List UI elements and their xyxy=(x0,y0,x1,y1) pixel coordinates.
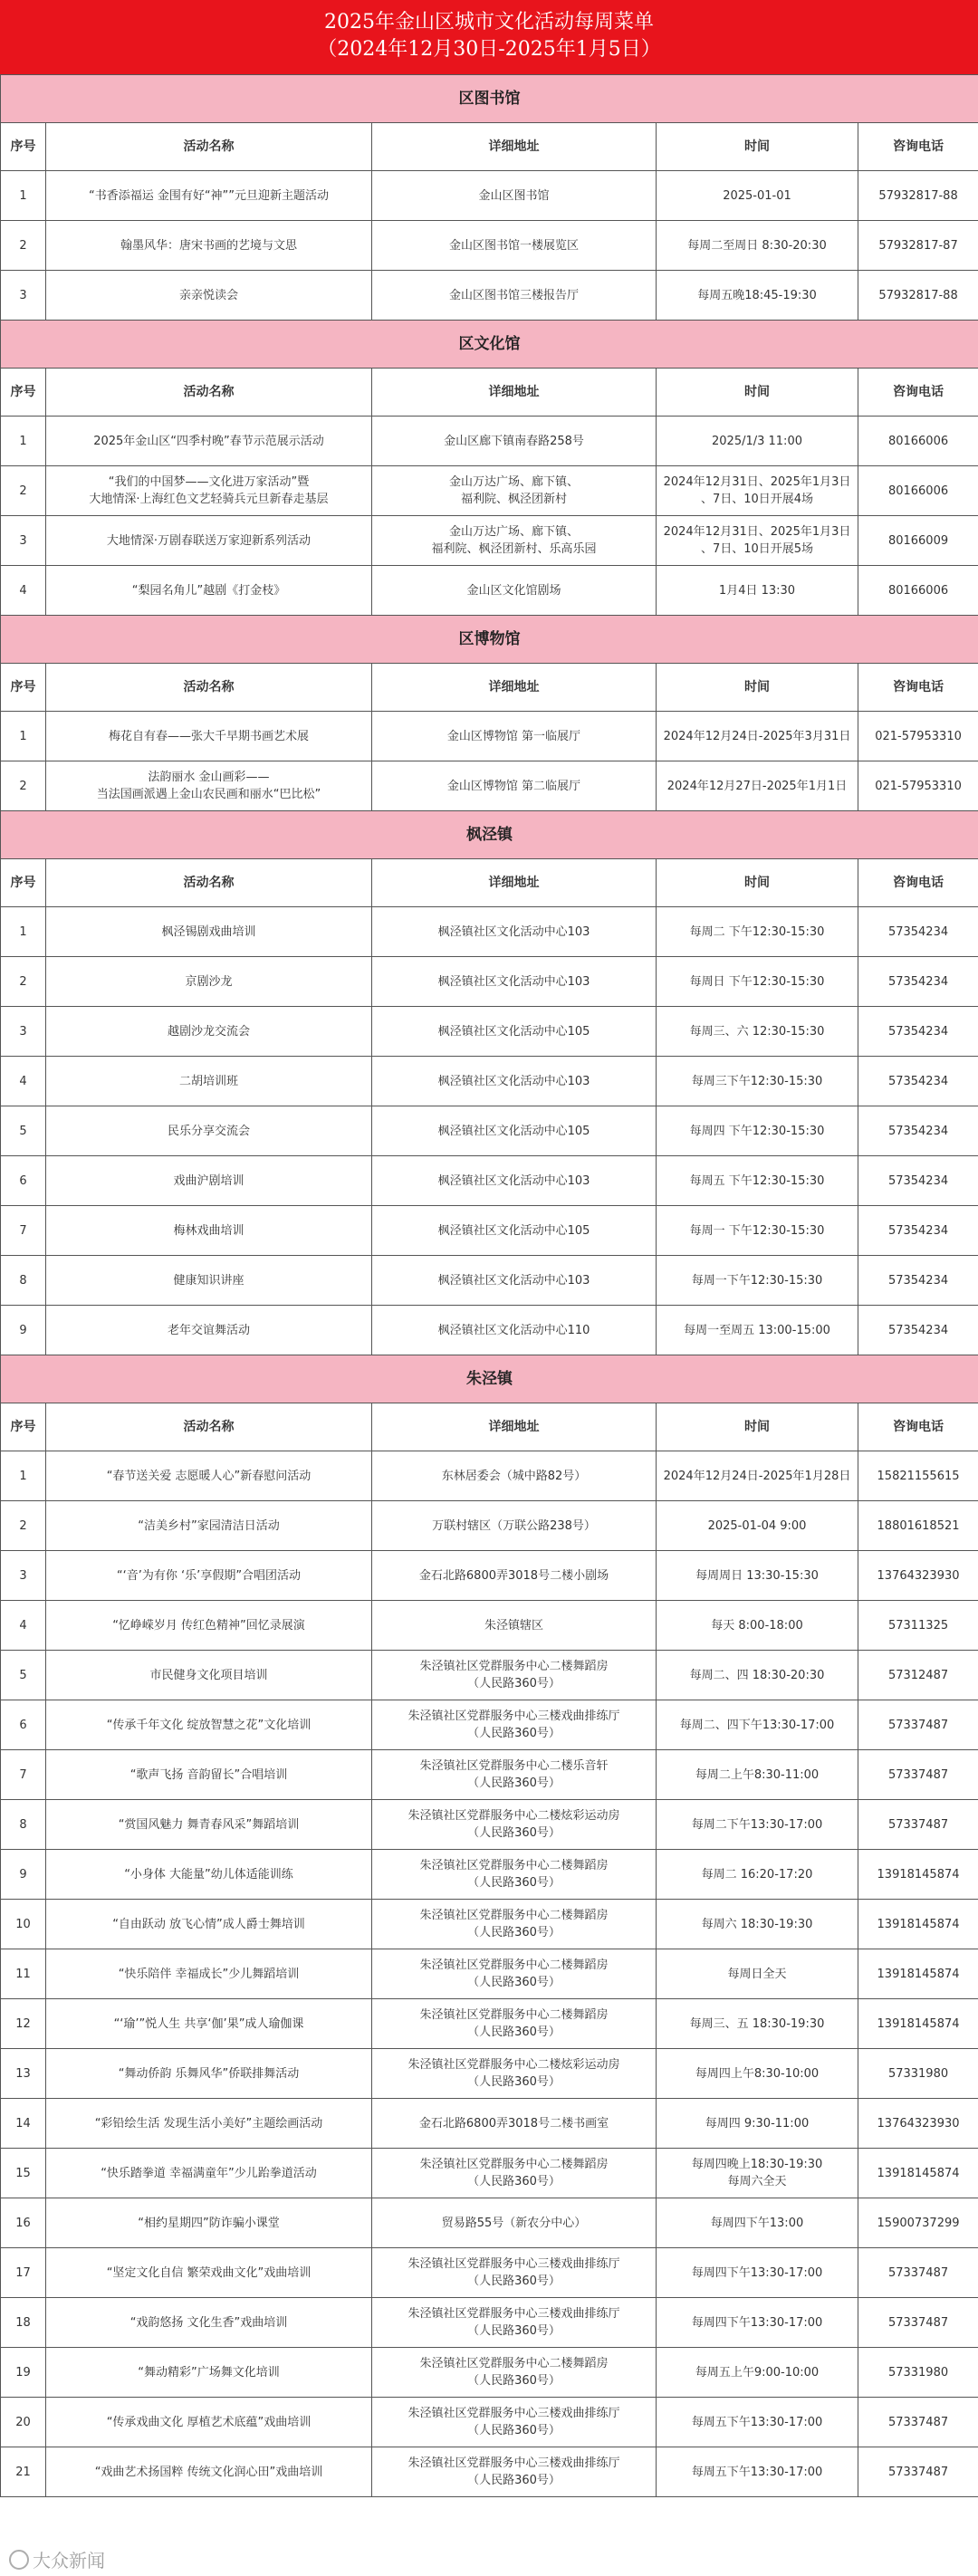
table-row xyxy=(1,221,978,271)
cell-row-index: 4 xyxy=(1,1057,46,1106)
cell-phone: 57354234 xyxy=(858,957,978,1007)
cell-phone: 57354234 xyxy=(858,1007,978,1057)
cell-activity-name: 亲亲悦读会 xyxy=(46,271,372,321)
cell-time: 每周三下午12:30-15:30 xyxy=(657,1057,858,1106)
cell-time: 每周一至周五 13:00-15:00 xyxy=(657,1306,858,1355)
cell-address: 朱泾镇社区党群服务中心二楼舞蹈房 （人民路360号） xyxy=(372,1900,657,1949)
cell-address: 枫泾镇社区文化活动中心105 xyxy=(372,1106,657,1156)
cell-time: 每周四 下午12:30-15:30 xyxy=(657,1106,858,1156)
cell-row-index: 5 xyxy=(1,1106,46,1156)
cell-phone: 80166009 xyxy=(858,516,978,566)
cell-time: 2025-01-04 9:00 xyxy=(657,1501,858,1551)
cell-phone: 80166006 xyxy=(858,566,978,616)
cell-phone: 57337487 xyxy=(858,1750,978,1800)
cell-phone: 13918145874 xyxy=(858,1999,978,2049)
column-header-address: 详细地址 xyxy=(372,664,657,712)
section-title: 区博物馆 xyxy=(1,616,978,664)
cell-address: 枫泾镇社区文化活动中心110 xyxy=(372,1306,657,1355)
cell-address: 枫泾镇社区文化活动中心105 xyxy=(372,1206,657,1256)
table-row xyxy=(1,516,978,566)
table-row xyxy=(1,1651,978,1700)
section-title: 枫泾镇 xyxy=(1,811,978,859)
cell-address: 枫泾镇社区文化活动中心103 xyxy=(372,1256,657,1306)
cell-phone: 57337487 xyxy=(858,2298,978,2348)
table-row xyxy=(1,2149,978,2198)
cell-row-index: 6 xyxy=(1,1700,46,1750)
cell-row-index: 2 xyxy=(1,761,46,811)
section-title: 区文化馆 xyxy=(1,321,978,369)
cell-time: 每周五 下午12:30-15:30 xyxy=(657,1156,858,1206)
cell-phone: 13918145874 xyxy=(858,1949,978,1999)
table-row xyxy=(1,2099,978,2149)
cell-row-index: 2 xyxy=(1,221,46,271)
cell-row-index: 1 xyxy=(1,1451,46,1501)
table-row xyxy=(1,1551,978,1601)
column-header-address: 详细地址 xyxy=(372,859,657,907)
cell-phone: 57337487 xyxy=(858,2248,978,2298)
table-row xyxy=(1,1800,978,1850)
cell-activity-name: “‘瑜’”悦人生 共享‘伽’果”成人瑜伽课 xyxy=(46,1999,372,2049)
page-header xyxy=(0,0,978,74)
cell-phone: 57354234 xyxy=(858,1206,978,1256)
page-title: 2025年金山区城市文化活动每周菜单 xyxy=(324,11,654,34)
cell-activity-name: “传承千年文化 绽放智慧之花”文化培训 xyxy=(46,1700,372,1750)
cell-phone: 80166006 xyxy=(858,417,978,466)
cell-time: 每周一下午12:30-15:30 xyxy=(657,1256,858,1306)
column-header-row xyxy=(1,664,978,712)
cell-time: 每周周日 13:30-15:30 xyxy=(657,1551,858,1601)
cell-address: 枫泾镇社区文化活动中心105 xyxy=(372,1007,657,1057)
table-row xyxy=(1,171,978,221)
column-header-activity-name: 活动名称 xyxy=(46,859,372,907)
column-header-phone: 咨询电话 xyxy=(858,369,978,417)
cell-time: 1月4日 13:30 xyxy=(657,566,858,616)
cell-row-index: 8 xyxy=(1,1256,46,1306)
column-header-phone: 咨询电话 xyxy=(858,859,978,907)
cell-activity-name: “小身体 大能量”幼儿体适能训练 xyxy=(46,1850,372,1900)
cell-row-index: 11 xyxy=(1,1949,46,1999)
cell-row-index: 4 xyxy=(1,1601,46,1651)
cell-row-index: 20 xyxy=(1,2398,46,2447)
cell-phone: 57354234 xyxy=(858,1306,978,1355)
cell-activity-name: “我们的中国梦——文化进万家活动”暨 大地情深·上海红色文艺轻骑兵元旦新春走基层 xyxy=(46,466,372,516)
column-header-row-index: 序号 xyxy=(1,859,46,907)
cell-row-index: 14 xyxy=(1,2099,46,2149)
cell-address: 金山万达广场、廊下镇、 福利院、枫泾团新村 xyxy=(372,466,657,516)
cell-phone: 57311325 xyxy=(858,1601,978,1651)
cell-phone: 57337487 xyxy=(858,2398,978,2447)
cell-phone: 57354234 xyxy=(858,1156,978,1206)
cell-address: 金石北路6800弄3018号二楼小剧场 xyxy=(372,1551,657,1601)
cell-phone: 13918145874 xyxy=(858,1900,978,1949)
cell-row-index: 1 xyxy=(1,417,46,466)
cell-activity-name: 梅林戏曲培训 xyxy=(46,1206,372,1256)
column-header-address: 详细地址 xyxy=(372,1403,657,1451)
cell-address: 万联村辖区（万联公路238号） xyxy=(372,1501,657,1551)
cell-activity-name: “自由跃动 放飞心情”成人爵士舞培训 xyxy=(46,1900,372,1949)
cell-time: 2024年12月27日-2025年1月1日 xyxy=(657,761,858,811)
cell-row-index: 3 xyxy=(1,1007,46,1057)
cell-address: 朱泾镇社区党群服务中心三楼戏曲排练厅 （人民路360号） xyxy=(372,2398,657,2447)
cell-address: 朱泾镇社区党群服务中心二楼舞蹈房 （人民路360号） xyxy=(372,2348,657,2398)
cell-time: 2024年12月31日、2025年1月3日 、7日、10日开展4场 xyxy=(657,466,858,516)
cell-activity-name: 翰墨风华：唐宋书画的艺境与文思 xyxy=(46,221,372,271)
cell-time: 每周二下午13:30-17:00 xyxy=(657,1800,858,1850)
cell-row-index: 7 xyxy=(1,1750,46,1800)
cell-activity-name: 民乐分享交流会 xyxy=(46,1106,372,1156)
cell-time: 每周二上午8:30-11:00 xyxy=(657,1750,858,1800)
column-header-phone: 咨询电话 xyxy=(858,664,978,712)
cell-time: 每周四下午13:30-17:00 xyxy=(657,2248,858,2298)
cell-phone: 15821155615 xyxy=(858,1451,978,1501)
table-row xyxy=(1,1451,978,1501)
cell-activity-name: “洁美乡村”家园清洁日活动 xyxy=(46,1501,372,1551)
cell-row-index: 4 xyxy=(1,566,46,616)
table-row xyxy=(1,466,978,516)
table-row xyxy=(1,2348,978,2398)
cell-activity-name: 大地情深·万剧春联送万家迎新系列活动 xyxy=(46,516,372,566)
cell-time: 每周二、四下午13:30-17:00 xyxy=(657,1700,858,1750)
activity-table xyxy=(0,74,978,2497)
cell-time: 2025-01-01 xyxy=(657,171,858,221)
cell-row-index: 1 xyxy=(1,171,46,221)
cell-time: 2024年12月31日、2025年1月3日 、7日、10日开展5场 xyxy=(657,516,858,566)
column-header-row xyxy=(1,859,978,907)
section-header xyxy=(1,75,978,123)
cell-address: 金山区博物馆 第一临展厅 xyxy=(372,712,657,761)
cell-address: 朱泾镇社区党群服务中心二楼舞蹈房 （人民路360号） xyxy=(372,1949,657,1999)
cell-row-index: 1 xyxy=(1,712,46,761)
cell-activity-name: “‘音’为有你 ‘乐’享假期”合唱团活动 xyxy=(46,1551,372,1601)
cell-time: 每周五上午9:00-10:00 xyxy=(657,2348,858,2398)
column-header-phone: 咨询电话 xyxy=(858,123,978,171)
table-row xyxy=(1,566,978,616)
cell-phone: 57331980 xyxy=(858,2049,978,2099)
cell-address: 朱泾镇社区党群服务中心二楼舞蹈房 （人民路360号） xyxy=(372,1651,657,1700)
column-header-time: 时间 xyxy=(657,1403,858,1451)
cell-activity-name: “快乐陪伴 幸福成长”少儿舞蹈培训 xyxy=(46,1949,372,1999)
table-row xyxy=(1,1156,978,1206)
cell-address: 朱泾镇辖区 xyxy=(372,1601,657,1651)
table-row xyxy=(1,1999,978,2049)
column-header-activity-name: 活动名称 xyxy=(46,123,372,171)
section-title: 朱泾镇 xyxy=(1,1355,978,1403)
cell-time: 2024年12月24日-2025年1月28日 xyxy=(657,1451,858,1501)
cell-address: 金山区图书馆一楼展览区 xyxy=(372,221,657,271)
cell-row-index: 2 xyxy=(1,957,46,1007)
cell-activity-name: 越剧沙龙交流会 xyxy=(46,1007,372,1057)
cell-address: 朱泾镇社区党群服务中心二楼炫彩运动房 （人民路360号） xyxy=(372,1800,657,1850)
cell-row-index: 3 xyxy=(1,271,46,321)
cell-time: 每周六 18:30-19:30 xyxy=(657,1900,858,1949)
cell-time: 每周四 9:30-11:00 xyxy=(657,2099,858,2149)
cell-activity-name: 健康知识讲座 xyxy=(46,1256,372,1306)
cell-row-index: 21 xyxy=(1,2447,46,2497)
section-header xyxy=(1,811,978,859)
page-subtitle: （2024年12月30日-2025年1月5日） xyxy=(317,38,661,61)
table-row xyxy=(1,1850,978,1900)
column-header-activity-name: 活动名称 xyxy=(46,664,372,712)
column-header-phone: 咨询电话 xyxy=(858,1403,978,1451)
cell-time: 每周三、五 18:30-19:30 xyxy=(657,1999,858,2049)
table-row xyxy=(1,1501,978,1551)
cell-activity-name: 法韵丽水 金山画彩—— 当法国画派遇上金山农民画和丽水“巴比松” xyxy=(46,761,372,811)
cell-phone: 13918145874 xyxy=(858,2149,978,2198)
table-row xyxy=(1,2298,978,2348)
table-row xyxy=(1,1306,978,1355)
cell-row-index: 9 xyxy=(1,1850,46,1900)
cell-row-index: 10 xyxy=(1,1900,46,1949)
cell-phone: 57337487 xyxy=(858,1700,978,1750)
cell-phone: 57354234 xyxy=(858,1106,978,1156)
cell-address: 贸易路55号（新农分中心） xyxy=(372,2198,657,2248)
cell-activity-name: “彩铅绘生活 发现生活小美好”主题绘画活动 xyxy=(46,2099,372,2149)
cell-address: 金山区图书馆 xyxy=(372,171,657,221)
cell-time: 每周四上午8:30-10:00 xyxy=(657,2049,858,2099)
cell-phone: 57337487 xyxy=(858,2447,978,2497)
cell-activity-name: “梨园名角儿”越剧《打金枝》 xyxy=(46,566,372,616)
cell-row-index: 16 xyxy=(1,2198,46,2248)
table-row xyxy=(1,2248,978,2298)
cell-activity-name: 老年交谊舞活动 xyxy=(46,1306,372,1355)
table-row xyxy=(1,2198,978,2248)
cell-address: 朱泾镇社区党群服务中心二楼乐音轩 （人民路360号） xyxy=(372,1750,657,1800)
cell-address: 枫泾镇社区文化活动中心103 xyxy=(372,1156,657,1206)
cell-row-index: 9 xyxy=(1,1306,46,1355)
cell-address: 枫泾镇社区文化活动中心103 xyxy=(372,907,657,957)
column-header-time: 时间 xyxy=(657,369,858,417)
cell-activity-name: “歌声飞扬 音韵留长”合唱培训 xyxy=(46,1750,372,1800)
cell-time: 2024年12月24日-2025年3月31日 xyxy=(657,712,858,761)
cell-row-index: 2 xyxy=(1,1501,46,1551)
table-row xyxy=(1,1601,978,1651)
cell-address: 金山区博物馆 第二临展厅 xyxy=(372,761,657,811)
cell-phone: 57932817-88 xyxy=(858,171,978,221)
cell-row-index: 6 xyxy=(1,1156,46,1206)
cell-row-index: 19 xyxy=(1,2348,46,2398)
cell-address: 朱泾镇社区党群服务中心二楼炫彩运动房 （人民路360号） xyxy=(372,2049,657,2099)
table-row xyxy=(1,1256,978,1306)
column-header-activity-name: 活动名称 xyxy=(46,1403,372,1451)
cell-row-index: 3 xyxy=(1,516,46,566)
table-row xyxy=(1,2398,978,2447)
cell-address: 朱泾镇社区党群服务中心三楼戏曲排练厅 （人民路360号） xyxy=(372,1700,657,1750)
cell-activity-name: 2025年金山区“四季村晚”春节示范展示活动 xyxy=(46,417,372,466)
cell-row-index: 5 xyxy=(1,1651,46,1700)
cell-time: 每周日 下午12:30-15:30 xyxy=(657,957,858,1007)
column-header-row-index: 序号 xyxy=(1,369,46,417)
table-row xyxy=(1,2447,978,2497)
column-header-row xyxy=(1,1403,978,1451)
cell-phone: 13918145874 xyxy=(858,1850,978,1900)
table-row xyxy=(1,1700,978,1750)
column-header-row-index: 序号 xyxy=(1,1403,46,1451)
cell-row-index: 1 xyxy=(1,907,46,957)
cell-time: 每周五晚18:45-19:30 xyxy=(657,271,858,321)
cell-time: 每周一 下午12:30-15:30 xyxy=(657,1206,858,1256)
table-row xyxy=(1,271,978,321)
cell-row-index: 2 xyxy=(1,466,46,516)
activity-table-body xyxy=(1,75,978,2497)
table-row xyxy=(1,1206,978,1256)
cell-address: 朱泾镇社区党群服务中心三楼戏曲排练厅 （人民路360号） xyxy=(372,2447,657,2497)
cell-address: 朱泾镇社区党群服务中心三楼戏曲排练厅 （人民路360号） xyxy=(372,2248,657,2298)
cell-activity-name: 市民健身文化项目培训 xyxy=(46,1651,372,1700)
cell-row-index: 18 xyxy=(1,2298,46,2348)
cell-row-index: 12 xyxy=(1,1999,46,2049)
cell-phone: 18801618521 xyxy=(858,1501,978,1551)
section-header xyxy=(1,1355,978,1403)
table-row xyxy=(1,761,978,811)
column-header-address: 详细地址 xyxy=(372,123,657,171)
cell-phone: 57337487 xyxy=(858,1800,978,1850)
cell-activity-name: “忆峥嵘岁月 传红色精神”回忆录展演 xyxy=(46,1601,372,1651)
cell-address: 朱泾镇社区党群服务中心二楼舞蹈房 （人民路360号） xyxy=(372,1999,657,2049)
cell-activity-name: 二胡培训班 xyxy=(46,1057,372,1106)
cell-phone: 021-57953310 xyxy=(858,712,978,761)
cell-activity-name: “舞动精彩”广场舞文化培训 xyxy=(46,2348,372,2398)
cell-time: 每周五下午13:30-17:00 xyxy=(657,2398,858,2447)
cell-row-index: 13 xyxy=(1,2049,46,2099)
cell-phone: 57354234 xyxy=(858,1057,978,1106)
cell-phone: 13764323930 xyxy=(858,2099,978,2149)
column-header-row xyxy=(1,369,978,417)
column-header-time: 时间 xyxy=(657,859,858,907)
cell-activity-name: 枫泾锡剧戏曲培训 xyxy=(46,907,372,957)
cell-address: 朱泾镇社区党群服务中心二楼舞蹈房 （人民路360号） xyxy=(372,1850,657,1900)
table-row xyxy=(1,907,978,957)
cell-phone: 57312487 xyxy=(858,1651,978,1700)
cell-phone: 021-57953310 xyxy=(858,761,978,811)
column-header-row xyxy=(1,123,978,171)
cell-address: 东林居委会（城中路82号） xyxy=(372,1451,657,1501)
table-row xyxy=(1,1750,978,1800)
section-title: 区图书馆 xyxy=(1,75,978,123)
cell-activity-name: “赏国风魅力 舞青春风采”舞蹈培训 xyxy=(46,1800,372,1850)
table-row xyxy=(1,1106,978,1156)
cell-phone: 57354234 xyxy=(858,907,978,957)
cell-address: 朱泾镇社区党群服务中心三楼戏曲排练厅 （人民路360号） xyxy=(372,2298,657,2348)
column-header-row-index: 序号 xyxy=(1,664,46,712)
cell-activity-name: “传承戏曲文化 厚植艺术底蕴”戏曲培训 xyxy=(46,2398,372,2447)
cell-activity-name: “舞动侨韵 乐舞风华”侨联排舞活动 xyxy=(46,2049,372,2099)
cell-phone: 57331980 xyxy=(858,2348,978,2398)
cell-activity-name: “快乐踏拳道 幸福满童年”少儿跆拳道活动 xyxy=(46,2149,372,2198)
cell-row-index: 17 xyxy=(1,2248,46,2298)
cell-row-index: 3 xyxy=(1,1551,46,1601)
cell-time: 每周五下午13:30-17:00 xyxy=(657,2447,858,2497)
table-row xyxy=(1,2049,978,2099)
column-header-time: 时间 xyxy=(657,123,858,171)
cell-address: 金山区廊下镇南春路258号 xyxy=(372,417,657,466)
cell-phone: 15900737299 xyxy=(858,2198,978,2248)
cell-time: 2025/1/3 11:00 xyxy=(657,417,858,466)
cell-activity-name: 梅花自有春——张大千早期书画艺术展 xyxy=(46,712,372,761)
cell-activity-name: 京剧沙龙 xyxy=(46,957,372,1007)
cell-time: 每周二、四 18:30-20:30 xyxy=(657,1651,858,1700)
table-row xyxy=(1,1057,978,1106)
cell-activity-name: “书香添福运 金围有好“神””元旦迎新主题活动 xyxy=(46,171,372,221)
cell-address: 朱泾镇社区党群服务中心二楼舞蹈房 （人民路360号） xyxy=(372,2149,657,2198)
column-header-time: 时间 xyxy=(657,664,858,712)
cell-phone: 57932817-87 xyxy=(858,221,978,271)
cell-address: 金山万达广场、廊下镇、 福利院、枫泾团新村、乐高乐园 xyxy=(372,516,657,566)
cell-address: 金石北路6800弄3018号二楼书画室 xyxy=(372,2099,657,2149)
cell-time: 每周四下午13:00 xyxy=(657,2198,858,2248)
cell-time: 每周日全天 xyxy=(657,1949,858,1999)
cell-activity-name: “坚定文化自信 繁荣戏曲文化”戏曲培训 xyxy=(46,2248,372,2298)
column-header-row-index: 序号 xyxy=(1,123,46,171)
section-header xyxy=(1,616,978,664)
cell-row-index: 8 xyxy=(1,1800,46,1850)
cell-phone: 80166006 xyxy=(858,466,978,516)
cell-time: 每周二 16:20-17:20 xyxy=(657,1850,858,1900)
watermark-text: 大众新闻 xyxy=(33,2550,105,2571)
cell-phone: 57354234 xyxy=(858,1256,978,1306)
table-row xyxy=(1,417,978,466)
cell-address: 金山区文化馆剧场 xyxy=(372,566,657,616)
table-row xyxy=(1,1007,978,1057)
cell-activity-name: “戏韵悠扬 文化生香”戏曲培训 xyxy=(46,2298,372,2348)
cell-time: 每周四晚上18:30-19:30 每周六全天 xyxy=(657,2149,858,2198)
cell-activity-name: “戏曲艺术扬国粹 传统文化润心田”戏曲培训 xyxy=(46,2447,372,2497)
column-header-address: 详细地址 xyxy=(372,369,657,417)
cell-phone: 13764323930 xyxy=(858,1551,978,1601)
cell-time: 每周三、六 12:30-15:30 xyxy=(657,1007,858,1057)
cell-phone: 57932817-88 xyxy=(858,271,978,321)
table-row xyxy=(1,957,978,1007)
column-header-activity-name: 活动名称 xyxy=(46,369,372,417)
watermark xyxy=(9,2546,105,2572)
cell-activity-name: “相约星期四”防诈骗小课堂 xyxy=(46,2198,372,2248)
cell-activity-name: “春节送关爱 志愿暖人心”新春慰问活动 xyxy=(46,1451,372,1501)
table-row xyxy=(1,1949,978,1999)
cell-time: 每周四下午13:30-17:00 xyxy=(657,2298,858,2348)
cell-address: 枫泾镇社区文化活动中心103 xyxy=(372,1057,657,1106)
cell-time: 每周二至周日 8:30-20:30 xyxy=(657,221,858,271)
table-row xyxy=(1,1900,978,1949)
cell-address: 金山区图书馆三楼报告厅 xyxy=(372,271,657,321)
cell-row-index: 15 xyxy=(1,2149,46,2198)
cell-row-index: 7 xyxy=(1,1206,46,1256)
section-header xyxy=(1,321,978,369)
cell-time: 每天 8:00-18:00 xyxy=(657,1601,858,1651)
table-row xyxy=(1,712,978,761)
cell-address: 枫泾镇社区文化活动中心103 xyxy=(372,957,657,1007)
cell-time: 每周二 下午12:30-15:30 xyxy=(657,907,858,957)
watermark-logo-icon xyxy=(9,2550,29,2570)
cell-activity-name: 戏曲沪剧培训 xyxy=(46,1156,372,1206)
